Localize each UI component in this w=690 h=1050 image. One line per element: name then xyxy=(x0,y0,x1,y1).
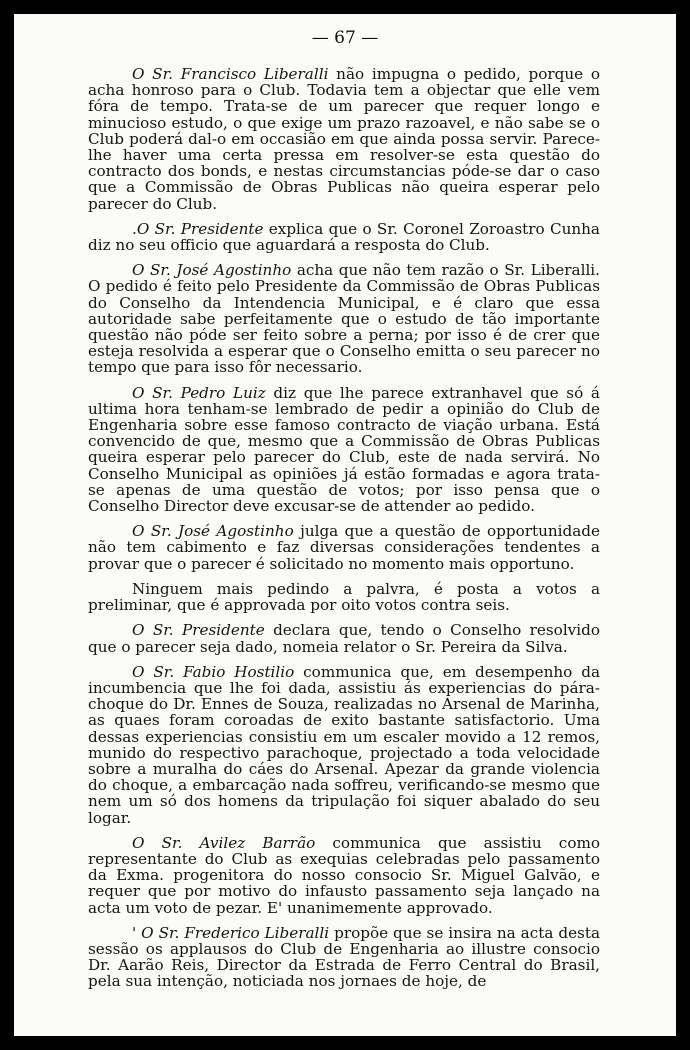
speaker-name: O Sr. Fabio Hostilio xyxy=(132,662,295,681)
paragraph-text: acha que não tem razão o Sr. Liberalli. O pedido é feito pelo Presidente da Commissão de Obras Publicas do Conselho da Intendencia Municipal, e é claro que essa autoridade sabe perfeitamente que o estudo de tão importante questão não póde ser feito sobre a perna; por isso é de crer que esteja resolvida a esperar que o Conselho emitta o seu parecer no tempo que para isso fôr necessario. xyxy=(88,261,600,377)
paragraph-text: Ninguem mais pedindo a palvra, é posta a votos a preliminar, que é approvada por oito votos contra seis. xyxy=(88,579,600,615)
speaker-name: O Sr. Francisco Liberalli xyxy=(132,65,329,83)
paragraph xyxy=(88,622,600,654)
paragraph xyxy=(88,581,600,613)
document-page xyxy=(14,14,676,1036)
paragraph xyxy=(88,835,600,916)
speaker-name: O Sr. José Agostinho xyxy=(132,261,292,280)
paragraph xyxy=(88,523,600,572)
speaker-name: O Sr. Avilez Barrão xyxy=(132,833,316,852)
speaker-name: .O Sr. Presidente xyxy=(132,219,264,238)
paragraph xyxy=(88,221,600,253)
paragraph-text: communica que, em desempenho da incumbencia que lhe foi dada, assistiu ás experiencias do pára-choque do Dr. Ennes de Souza, realizadas no Arsenal de Marinha, as quaes foram coroadas de exito bastante satisfactorio. Uma dessas experiencias consistiu em um escaler movido a 12 remos, munido do respectivo parachoque, projectado a toda velocidade sobre a muralha do cáes do Arsenal. Apezar da grande violencia do choque, a embarcação nada soffreu, verificando-se mesmo que nem um só dos homens da tripulação foi siquer abalado do seu logar. xyxy=(88,662,600,827)
paragraph-text: julga que a questão de opportunidade não tem cabimento e faz diversas considerações tendentes a provar que o parecer é solicitado no momento mais opportuno. xyxy=(88,522,600,573)
speaker-name: O Sr. Presidente xyxy=(132,621,265,640)
paragraph xyxy=(88,664,600,826)
body-text xyxy=(88,66,600,999)
speaker-name: ' O Sr. Frederico Liberalli xyxy=(132,923,330,942)
paragraph xyxy=(88,262,600,375)
paragraph-text: explica que o Sr. Coronel Zoroastro Cunha diz no seu officio que aguardará a resposta do Club. xyxy=(88,219,600,255)
speaker-name: O Sr. Pedro Luiz xyxy=(132,383,266,402)
paragraph-text: diz que lhe parece extranhavel que só á ultima hora tenham-se lembrado de pedir a opinião do Club de Engenharia sobre esse famoso contracto de viação urbana. Está convencido de que, mesmo que a Commissão de Obras Publicas queira esperar pelo parecer do Club, este de nada servirá. No Conselho Municipal as opiniões já estão formadas e agora trata-se apenas de uma questão de votos; por isso pensa que o Conselho Director deve excusar-se de attender ao pedido. xyxy=(88,383,600,516)
paragraph-text: não impugna o pedido, porque o acha honroso para o Club. Todavia tem a objectar que elle vem fóra de tempo. Trata-se de um parecer que requer longo e minucioso estudo, o que exige um prazo razoavel, e não sabe se o Club poderá dal-o em occasião em que ainda possa servir. Parece-lhe haver uma certa pressa em resolver-se esta questão do contracto dos bonds, e nestas circumstancias póde-se dar o caso que a Commissão de Obras Publicas não queira esperar pelo parecer do Club. xyxy=(88,65,600,213)
page-number: — 67 — xyxy=(311,28,379,48)
paragraph xyxy=(88,925,600,990)
paragraph-text: communica que assistiu como representante do Club as exequias celebradas pelo passamento da Exma. progenitora do nosso consocio Sr. Miguel Galvão, e requer que por motivo do infausto passamento seja lançado na acta um voto de pezar. E' unanimemente approvado. xyxy=(88,833,601,917)
paragraph-text: propõe que se insira na acta desta sessão os applausos do Club de Engenharia ao illustre consocio Dr. Aarão Reis, Director da Estrada de Ferro Central do Brasil, pela sua intenção, noticiada nos jornaes de hoje, de xyxy=(88,923,601,991)
speaker-name: O Sr. José Agostinho xyxy=(132,522,294,541)
paragraph-text: declara que, tendo o Conselho resolvido que o parecer seja dado, nomeia relator o Sr. Pereira da Silva. xyxy=(88,621,600,656)
paragraph xyxy=(88,66,600,212)
paragraph xyxy=(88,385,600,515)
